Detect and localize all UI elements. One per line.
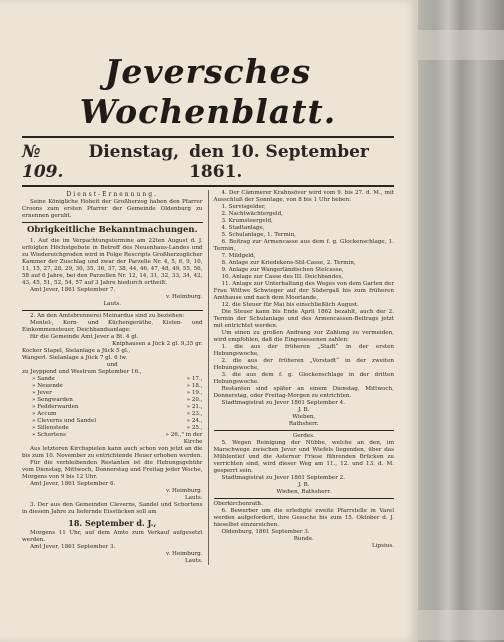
lauts-3: Lauts. (184, 558, 203, 564)
gerdes: Gerdes. (292, 433, 315, 439)
dienst-heading: Dienst-Ernennung. (66, 191, 159, 198)
schedule-date: » 23., (186, 411, 203, 417)
schedule-date: » 18., (186, 383, 203, 389)
item-5-sig: Stadtmagistrat zu Jever 1861 September 2. (221, 475, 345, 481)
dienst-text: Seine Königliche Hoheit der Großherzog haben den Pfarrer Croons zum ersten Pfarrer der Gemeinde Oldenburg zu ernennen geruht. (22, 199, 203, 219)
page-edge-band (418, 30, 504, 60)
item-6-sig3: Lipsius. (372, 543, 394, 549)
divider (214, 430, 395, 431)
ober-heading: Oberkirchenrath. (213, 501, 263, 507)
item-3-sig: Amt Jever, 1861 September 3. (30, 544, 116, 550)
right-p3b: 2. die aus der früheren „Vorstadt“ in der zweiten Hebungswoche, (213, 358, 394, 371)
schedule-row (22, 404, 203, 411)
divider (214, 498, 395, 499)
item-1-sig-name: v. Heimburg. (165, 294, 203, 300)
item-2-sig-name: v. Heimburg. (165, 488, 203, 494)
issue-weekday: Dienstag, (88, 142, 180, 162)
right-p4-sig: Stadtmagistrat zu Jever 1861 September 4. (221, 400, 345, 406)
item-5-sig2: J. B. (298, 482, 310, 488)
right-p2: Die Steuer kann bis Ende April 1862 bezahlt, auch der 2. Termin der Schulanlage und des Armencassen-Beitrags jetzt mit entrichtet werden. (213, 309, 394, 329)
item-2-tail: Aus letzteren Kirchspielen kann auch schon von jetzt an die bis zum 10. November zu entrichtende Heuer erhoben werden. (22, 446, 203, 459)
right-column (209, 190, 395, 565)
item-6-sig: Oldenburg, 1861 September 3. (221, 529, 310, 535)
left-column (22, 190, 209, 565)
lauts-2: Lauts. (184, 495, 203, 501)
schedule-date: » 25., (186, 425, 203, 431)
schedule-date: » 20., (186, 397, 203, 403)
item-2-a: für die Gemeinde Amt Jever a Bt. 4 gl. (30, 334, 139, 340)
item-2-tail2: Für die verbleibenden Restanten ist die Hebungsgebühr vom Dienstag, Mittwoch, Donnerstag und Freitag jeder Woche, Morgens von 9 bis 12 Uhr. (22, 460, 203, 480)
collection-item: 12. die Steuer für Mai bis einschließlich August. (221, 302, 359, 308)
book-edge (418, 0, 504, 642)
item-6-sig2: Runde. (293, 536, 314, 542)
issue-date: den 10. September 1861. (189, 142, 369, 182)
item-3-sig-name: v. Heimburg. (165, 551, 203, 557)
right-p4-sig2: J. B. (298, 407, 310, 413)
schedule-place: » Accum (32, 411, 57, 417)
collection-item: 8. Anlage zur Kriedekens-Stil-Casse, 2. Termin, (221, 260, 356, 266)
schedule-place: » Cleverns und Sandel (32, 418, 96, 424)
page-edge-band (418, 610, 504, 640)
issue-bar (22, 136, 394, 187)
right-p3: Um einen zu großen Andrang zur Zahlung zu vermeiden, wird empfohlen, daß die Eingesessenen zahlen: (213, 330, 394, 343)
schedule-row (22, 432, 203, 446)
schedule-place: » Sande (32, 376, 55, 382)
schedule-place: » Schortens (32, 432, 66, 438)
right-p3c: 3. die aus dem f. g. Glockenschlage in der dritten Hebungswoche. (213, 372, 394, 385)
schedule-place: » Sillenstede (32, 425, 69, 431)
item-3-text: Morgens 11 Uhr, auf dem Amte zum Verkauf aufgesetzt werden. (22, 530, 203, 543)
collection-item: 4. Stadtanlage, (221, 225, 265, 231)
schedule-row (22, 383, 203, 390)
schedule-date: » 24., (186, 418, 203, 424)
item-5: 5. Wegen Reinigung der Nübbe, welche an den, im Marschwege zwischen Jever und Wiefels liegenden, über das Mühlentief und die Asterner Friese führenden Brücken zu verrichten sind, wird dieser Weg am 11., 12. und 13. d. M. gesperrt sein. (213, 440, 394, 474)
item-2-goods: Mentel-, Korn- und Küchengeräthe, Kisten- und Einkommensteuer, Deichbandsanlage: (22, 320, 203, 333)
schedule-row (22, 411, 203, 418)
item-2-b: Kniphausen a Jück 2 gl. 9,35 gr. (112, 341, 203, 347)
collection-list (214, 204, 395, 309)
item-1: 1. Auf die im Verpachtungstermine am 22ten August d. J. erfolgten Höchstgebote in Betreff des Neuenhaus-Landes und zu Wiedereichgroden wird in Folge Rescripts Großherzoglicher Kammer der Zuschlag und zwar der Parzelle Nr. 4, 5, 6, 9, 10, 11, 15, 27, 28, 29, 30, 35, 36, 37, 38, 44, 46, 47, 48, 49, 55, 56, 58 auf 6 Jahre, bei den Parzellen Nr. 12, 14, 31, 32, 33, 34, 42, 43, 45, 51, 52, 54, 57 auf 3 Jahre hiedurch ertheilt. (22, 238, 203, 286)
item-2-sig: Amt Jever, 1861 September 6. (30, 481, 116, 487)
item-4: 4. Der Cämmerer Krahnsöver wird vom 9. bis 27. d. M., mit Ausschluß der Sonntage, von 8 bis 1 Uhr heben: (213, 190, 394, 203)
schedule-date: » 21., (186, 404, 203, 410)
item-2-c: Kocker Stapel, Sielanlage a Jück 5 gl., (22, 348, 131, 354)
lauts-1: Lauts. (103, 301, 122, 307)
divider (22, 310, 203, 311)
item-2-f: zu Jeyppend und Westrum September 16., (22, 369, 142, 375)
right-p4-sig4: Rathsherr. (288, 421, 319, 427)
collection-item: 10. Anlage zur Casse des III. Deichbandes, (221, 274, 344, 280)
collection-item: 9. Anlage zur Wangerländischen Stelcasse, (221, 267, 344, 273)
collection-item: 1. Servisgelder, (221, 204, 266, 210)
obrig-heading: Obrigkeitliche Bekanntmachungen. (22, 222, 203, 236)
item-2-intro: 2. An den Amtsbrennerei Meinardus sind zu beziehen: (30, 313, 185, 319)
columns (22, 190, 394, 565)
schedule-place: » Jever (32, 390, 52, 396)
schedule-date: » 17., (186, 376, 203, 382)
schedule-date: » 19., (186, 390, 203, 396)
schedule-row (22, 376, 203, 383)
collection-item: 11. Anlage zur Unterhaltung des Weges von dem Garten der Frau Wittwe Schwieger auf der Südergaß bis zum früheren Amthause und nach dem Moorlande, (213, 281, 394, 301)
right-p4: Restanten sind später an einem Dienstag, Mittwoch, Donnerstag, oder Freitag-Morgen zu entrichten. (213, 386, 394, 399)
issue-number: № 109. (22, 142, 64, 182)
page-content (22, 12, 394, 565)
schedule-place: » Sengwarden (32, 397, 73, 403)
schedule-place: » Fedderwarden (32, 404, 79, 410)
item-2-d: Wangerl. Sielanlage a Jück 7 gl. 6 lw. (22, 355, 128, 361)
item-2-e: und (106, 362, 118, 368)
collection-item: 2. Nachtwächtergeld, (221, 211, 283, 217)
schedule-place: » Neuende (32, 383, 63, 389)
item-6: 6. Bewerber um die erledigte zweite Pfarrstelle in Varel werden aufgefordert, ihre Gesuche bis zum 15. Oktober d. J. hieselbst einzureichen. (213, 508, 394, 528)
right-p3a: 1. die aus der früheren „Stadt“ in der ersten Hebungswoche, (213, 344, 394, 357)
item-3-date: 18. September d. J., (68, 518, 157, 528)
schedule-date: » 26.," in der Kirche (165, 432, 203, 445)
item-5-sig3: Wieben, Rathsherr. (276, 489, 332, 495)
schedule-list (22, 376, 203, 446)
collection-item: 3. Krumsteergeld, (221, 218, 273, 224)
masthead-title: Jeversches Wochenblatt. (79, 52, 337, 131)
collection-item: 5. Schulanlage, 1. Termin, (221, 232, 296, 238)
schedule-row (22, 397, 203, 404)
item-3-intro: 3. Der aus den Gemeinden Cleverns, Sandel und Schortens in diesem Jahre zu liefernde Eisstücken soll am (22, 502, 203, 515)
schedule-row (22, 390, 203, 397)
collection-item: 6. Beitrag zur Armencasse aus dem f. g. Glockenschlage, 1. Termin, (213, 239, 394, 252)
item-1-sig: Amt Jever, 1861 September 7. (30, 287, 116, 293)
collection-item: 7. Mildgeld, (221, 253, 256, 259)
schedule-row (22, 418, 203, 425)
schedule-row (22, 425, 203, 432)
right-p4-sig3: Wieben, (292, 414, 316, 420)
